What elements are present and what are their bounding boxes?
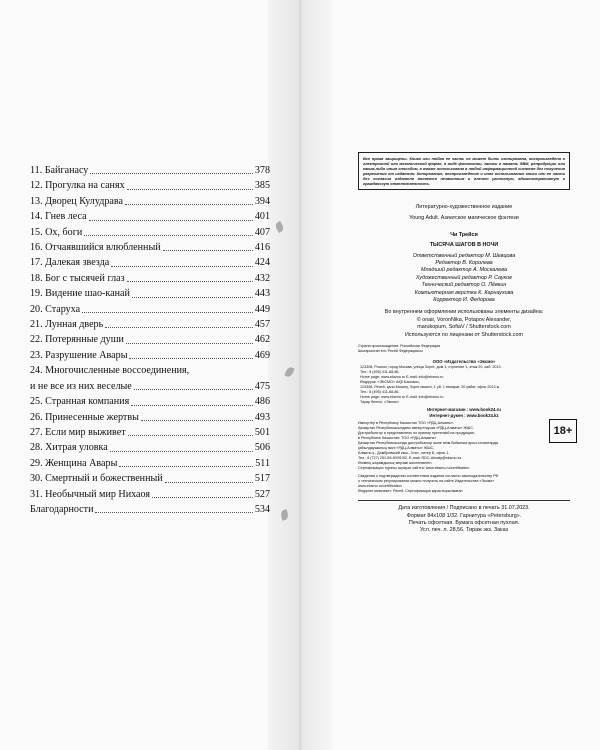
toc-title: 20. Старуха <box>30 303 81 315</box>
toc-page: 475 <box>254 380 270 392</box>
publisher-line: Өндіруші: «ЭКСМО» АҚБ Баспасы, <box>360 380 420 385</box>
illustration-credits <box>358 309 570 339</box>
online-shop-kz: Интернет-дүкен : www.book24.kz <box>429 413 499 419</box>
publisher-line: Тел.: 8 (495) 411-68-86. <box>360 370 400 375</box>
toc-title: 16. Отчаявшийся влюбленный <box>30 242 161 254</box>
toc-title: 11. Байганасу <box>30 165 89 176</box>
toc-page: 385 <box>254 180 270 192</box>
toc-page: 394 <box>254 195 270 207</box>
distribution-line: Дистрибьютор и представитель по приему претензий на продукцию, <box>358 431 476 436</box>
toc-title: Благодарности <box>30 503 94 515</box>
toc-title: 15. Ох, боги <box>30 226 83 238</box>
distribution-details <box>358 421 570 471</box>
toc-title: 27. Если мир выживет <box>30 426 126 438</box>
publisher-details <box>358 365 570 405</box>
toc-page: 378 <box>254 165 270 176</box>
origin-line: Страна происхождения: Российская Федерация <box>358 344 441 349</box>
toc-page: 506 <box>254 442 270 454</box>
illustration-line: © onair, VoronNika, Potapov Alexander, <box>416 316 512 323</box>
toc-page: 527 <box>254 488 270 500</box>
toc-page: 443 <box>254 288 270 300</box>
toc-entry <box>30 209 270 224</box>
toc-entry <box>30 410 270 425</box>
origin-line: Шығарылған елі: Ресей Федерациясы <box>358 349 423 354</box>
toc-entry <box>30 425 270 440</box>
print-line: Усл. печ. л. 28,56. Тираж экз. Заказ <box>419 527 508 534</box>
illustration-line: Во внутреннем оформлении использованы элементы дизайна: <box>384 309 544 316</box>
toc-page: 401 <box>254 211 270 223</box>
toc-title: 12. Прогулка на санях <box>30 180 125 192</box>
credit-line: Компьютерная верстка К. Карнаухова <box>414 289 514 296</box>
toc-page: 534 <box>254 503 270 515</box>
toc-page: 511 <box>255 457 270 469</box>
credit-line: Редактор В. Королева <box>435 260 493 267</box>
book-title: ТЫСЯЧА ШАГОВ В НОЧИ <box>429 242 499 249</box>
credit-line: Корректор И. Федорова <box>433 297 495 304</box>
print-line: Печать офсетная. Бумага офсетная пухлая. <box>408 519 520 526</box>
credit-line: Младший редактор А. Москалева <box>421 267 507 274</box>
publisher-line: 123308, Россия, город Москва, улица Зорге, дом 1, строение 1, этаж 20, каб. 2013. <box>360 365 502 370</box>
book-gutter <box>268 0 332 750</box>
conformity-line: Өндірген мемлекет: Ресей. Сертификация қарастырылмаған <box>358 489 463 494</box>
toc-title: 17. Далекая звезда <box>30 257 110 269</box>
toc-title: 18. Бог с тысячей глаз <box>30 272 125 284</box>
toc-entry <box>30 379 270 394</box>
distribution-line: Қазақстан Республикасындағы импорттаушы «РДЦ-Алматы» ЖШС. <box>358 426 474 431</box>
toc-title: 22. Потерянные души <box>30 334 124 346</box>
toc-title: 19. Видение шао-канай <box>30 288 130 300</box>
print-line: Формат 84x108 1/32. Гарнитура «Petersburg». <box>406 512 522 519</box>
conformity-line: www.eksmo.ru/certification <box>358 484 402 489</box>
country-of-origin <box>358 344 570 354</box>
toc-page: 517 <box>254 473 270 485</box>
author: Чи Трейси <box>450 231 478 238</box>
credits <box>358 253 570 305</box>
toc-entry <box>30 317 270 332</box>
credit-line: Технический редактор О. Лёвкин <box>421 282 507 289</box>
toc-entry <box>30 456 270 471</box>
publisher-line: Тел.: 8 (495) 411-68-86. <box>360 390 400 395</box>
divider <box>358 500 570 501</box>
toc-page: 469 <box>254 349 270 361</box>
publisher-line: 123308, Ресей, қала Мәскеу, Зорге көшесі, 1 үй, 1 ғимарат, 20 қабат, офис 2013 ж. <box>360 385 501 390</box>
toc-title: 29. Женщина Авары <box>30 457 118 469</box>
toc-entry <box>30 302 270 317</box>
toc-title: 31. Необычный мир Нихаоя <box>30 488 151 500</box>
toc-page: 501 <box>254 426 270 438</box>
toc-title: 26. Принесенные жертвы <box>30 411 139 423</box>
distribution-line: Қазақстан Республикасында дистрибьютор және өнім бойынша арыз-талаптарды <box>358 441 499 446</box>
toc-entry <box>30 255 270 270</box>
distribution-line: Сертификация туралы ақпарат сайтта: www.eksmo.ru/certification <box>358 466 470 471</box>
toc-title: 24. Многочисленные воссоединения, <box>30 365 190 377</box>
table-of-contents <box>30 163 270 517</box>
toc-title: 23. Разрушение Авары <box>30 349 128 361</box>
toc-entry <box>30 394 270 409</box>
publisher-line: Home page: www.eksmo.ru E-mail: info@eksmo.ru <box>360 395 444 400</box>
distribution-line: Алматы қ., Домбровский көш., 3«а», литер Б, офис 1. <box>358 451 450 456</box>
toc-title: 28. Хитрая уловка <box>30 442 108 454</box>
toc-entry <box>30 240 270 255</box>
toc-entry <box>30 225 270 240</box>
publisher-name: ООО «Издательство «Эксмо» <box>432 359 496 365</box>
toc-page: 493 <box>254 411 270 423</box>
distribution-line: Өнімнің жарамдылық мерзімі шектелмеген. <box>358 461 433 466</box>
toc-entry <box>30 286 270 301</box>
toc-entry <box>30 178 270 193</box>
publisher-line: Тауар белгісі: «Эксмо» <box>360 400 399 405</box>
toc-title: 14. Гнев леса <box>30 211 87 223</box>
toc-entry <box>30 440 270 455</box>
series: Young Adult. Азиатское магическое фэнтези <box>409 215 519 222</box>
toc-page: 462 <box>254 334 270 346</box>
distribution-line: Тел.: 8 (727) 251-59-90/91/92. E-mail: RDC-Almaty@eksmo.kz <box>358 456 462 461</box>
illustration-line: marukopum, SofiaV / Shutterstock.com <box>417 324 511 331</box>
toc-title: 25. Странная компания <box>30 396 130 408</box>
toc-title: 21. Лунная дверь <box>30 319 104 331</box>
toc-page: 449 <box>254 303 270 315</box>
online-shop: Интернет-магазин : www.book24.ru <box>427 407 501 413</box>
toc-entry <box>30 194 270 209</box>
imprint-page <box>358 152 573 535</box>
toc-title-continuation: и не все из них веселые <box>30 380 132 392</box>
distribution-line: в Республике Казахстан: ТОО «РДЦ-Алматы» <box>358 436 437 441</box>
copyright-notice: Все права защищены. Книга или любая ее часть не может быть скопирована, воспроизведена в электронной или механической форме, в виде фотокопии, записи в память ЭВМ, репродукции или каким-либо иным способом, а также использована в любой информационной системе без получения разрешения от издателя. Копирование, воспроизведение и иное использование книги или ее части без согласия издателя является незаконным и влечет уголовную, административную и гражданскую ответственность. <box>358 152 570 190</box>
distribution-line: қабылдаушының өкілі «РДЦ-Алматы» ЖШС, <box>358 446 435 451</box>
toc-title: 30. Смертный и божественный <box>30 473 163 485</box>
toc-entry <box>30 348 270 363</box>
toc-entry <box>30 502 270 517</box>
toc-page: 424 <box>254 257 270 269</box>
toc-page: 407 <box>254 226 270 238</box>
toc-entry <box>30 332 270 347</box>
toc-page: 432 <box>254 272 270 284</box>
illustration-line: Используются по лицензии от Shutterstock.com <box>405 331 523 338</box>
toc-entry <box>30 487 270 502</box>
toc-entry <box>30 271 270 286</box>
age-rating-badge: 18+ <box>549 419 577 443</box>
conformity-details <box>358 474 570 494</box>
genre: Литературно-художественное издание <box>415 204 513 210</box>
print-details <box>358 505 570 535</box>
toc-entry <box>30 163 270 178</box>
toc-page: 416 <box>254 242 270 254</box>
toc-page: 486 <box>254 396 270 408</box>
credit-line: Ответственный редактор М. Шевцова <box>412 252 516 259</box>
credit-line: Художественный редактор Р. Саукое <box>415 274 513 281</box>
print-line: Дата изготовления / Подписано в печать 31.07.2023. <box>398 505 530 512</box>
distribution-line: Импортёр в Республику Казахстан ТОО «РДЦ-Алматы». <box>358 421 455 426</box>
publisher-line: Home page: www.eksmo.ru E-mail: info@eksmo.ru <box>360 375 444 380</box>
conformity-line: Сведения о подтверждении соответствия издания согласно законодательству РФ <box>358 474 499 479</box>
toc-entry <box>30 471 270 486</box>
toc-page: 457 <box>254 319 270 331</box>
toc-title: 13. Дворец Кулудрава <box>30 195 124 207</box>
conformity-line: о техническом регулировании можно получить на сайте Издательства «Эксмо» <box>358 479 495 484</box>
